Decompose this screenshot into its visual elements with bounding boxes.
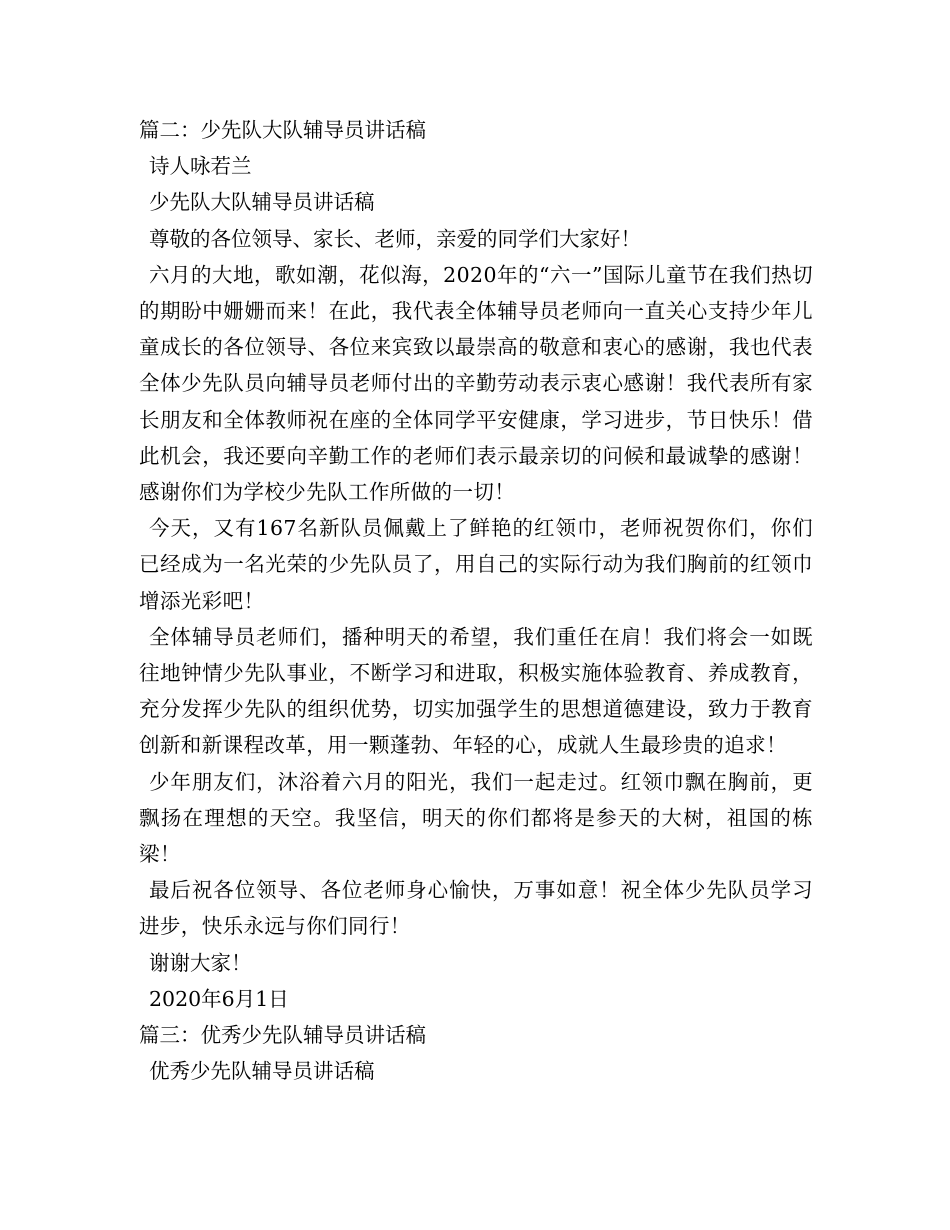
paragraph: 六月的大地，歌如潮，花似海，2020年的“六一”国际儿童节在我们热切的期盼中姗姗而来！在此，我代表全体辅导员老师向一直关心支持少年儿童成长的各位领导、各位来宾致以最崇高的敬意和衷心的感谢，我也代表全体少先队员向辅导员老师付出的辛勤劳动表示衷心感谢！我代表所有家长朋友和全体教师祝在座的全体同学平安健康，学习进步，节日快乐！借此机会，我还要向辛勤工作的老师们表示最亲切的问候和最诚挚的感谢！感谢你们为学校少先队工作所做的一切！ bbox=[139, 262, 813, 505]
paragraph: 全体辅导员老师们，播种明天的希望，我们重任在肩！我们将会一如既往地钟情少先队事业，不断学习和进取，积极实施体验教育、养成教育，充分发挥少先队的组织优势，切实加强学生的思想道德建设，致力于教育创新和新课程改革，用一颗蓬勃、年轻的心，成就人生最珍贵的追求！ bbox=[139, 624, 813, 758]
speech-title: 少先队大队辅导员讲话稿 bbox=[149, 190, 375, 215]
paragraph: 今天，又有167名新队员佩戴上了鲜艳的红领巾，老师祝贺你们，你们已经成为一名光荣的少先队员了，用自己的实际行动为我们胸前的红领巾增添光彩吧！ bbox=[139, 516, 813, 613]
author-line: 诗人咏若兰 bbox=[149, 154, 252, 179]
section-title: 优秀少先队辅导员讲话稿 bbox=[149, 1059, 375, 1084]
document-body bbox=[139, 112, 813, 1089]
section-heading: 篇二：少先队大队辅导员讲话稿 bbox=[139, 118, 426, 142]
paragraph: 少年朋友们，沐浴着六月的阳光，我们一起走过。红领巾飘在胸前，更飘扬在理想的天空。我坚信，明天的你们都将是参天的大树，祖国的栋梁！ bbox=[139, 769, 813, 867]
thanks-line: 谢谢大家！ bbox=[149, 950, 252, 975]
date-line: 2020年6月1日 bbox=[149, 986, 289, 1011]
paragraph: 最后祝各位领导、各位老师身心愉快，万事如意！祝全体少先队员学习进步，快乐永远与你们同行！ bbox=[139, 878, 813, 939]
section-heading: 篇三：优秀少先队辅导员讲话稿 bbox=[139, 1023, 426, 1048]
greeting-line: 尊敬的各位领导、家长、老师，亲爱的同学们大家好！ bbox=[149, 226, 641, 251]
